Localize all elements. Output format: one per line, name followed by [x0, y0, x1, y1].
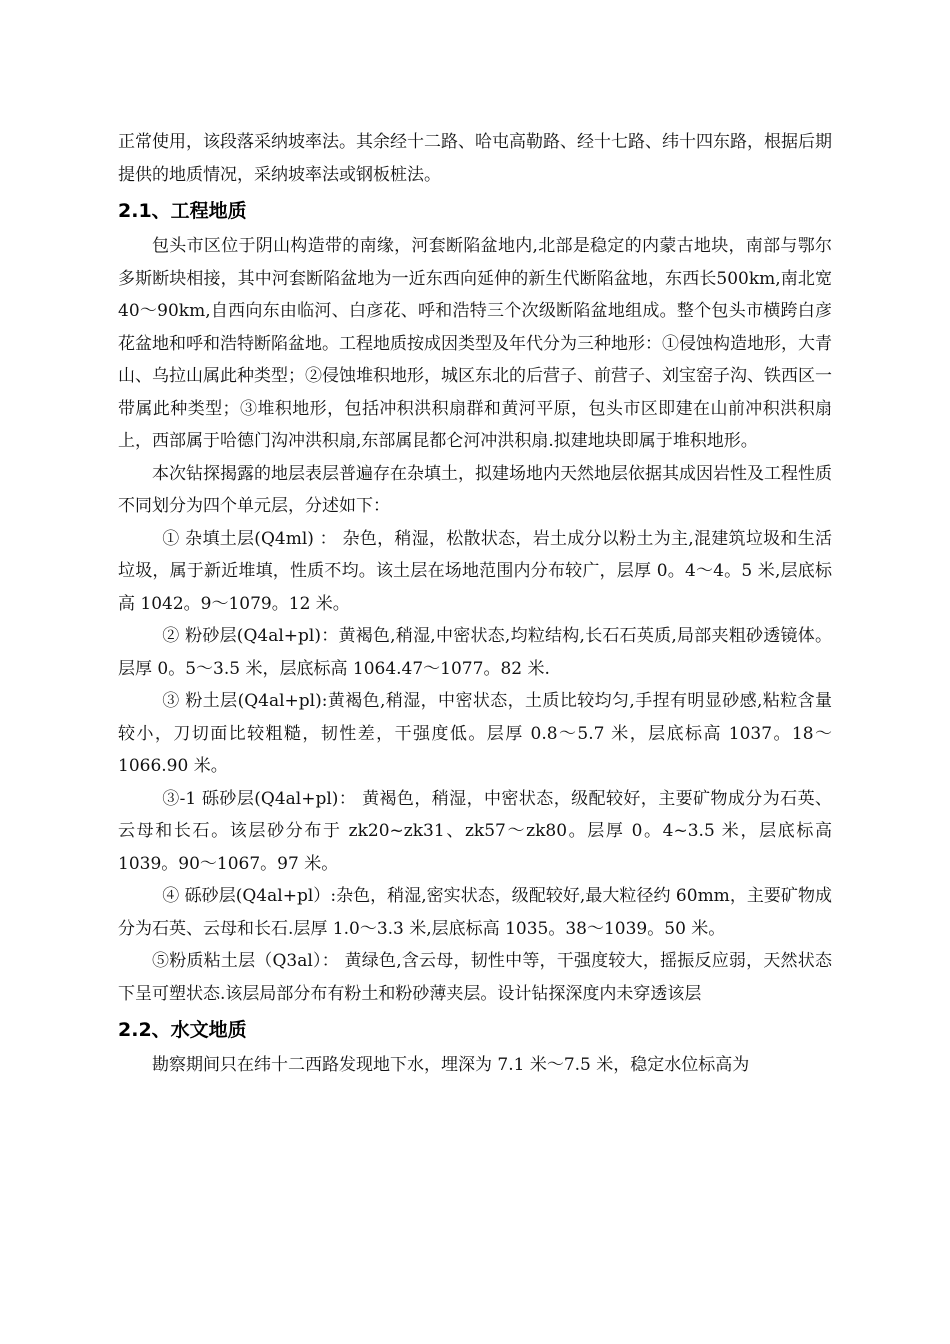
section-heading-hydrogeology: 2.2、水文地质 — [118, 1019, 247, 1041]
layer-item-silty-sand: ② 粉砂层(Q4al+pl)：黄褐色,稍湿,中密状态,均粒结构,长石石英质,局部夹粗砂透镜体。层厚 0。5～3.5 米，层底标高 1064.47～1077。82 米. — [118, 626, 832, 679]
hydrogeology-paragraph: 勘察期间只在纬十二西路发现地下水，埋深为 7.1 米～7.5 米，稳定水位标高为 — [152, 1055, 750, 1075]
strata-intro-paragraph: 本次钻探揭露的地层表层普遍存在杂填土，拟建场地内天然地层依据其成因岩性及工程性质不同划分为四个单元层，分述如下： — [118, 463, 832, 516]
section-heading-engineering-geology: 2.1、工程地质 — [118, 200, 247, 222]
layer-item-silty-clay: ⑤粉质粘土层（Q3al）： 黄绿色,含云母，韧性中等，干强度较大，摇振反应弱，天然状态下呈可塑状态.该层局部分布有粉土和粉砂薄夹层。设计钻探深度内未穿透该层 — [118, 951, 832, 1004]
layer-item-silt: ③ 粉土层(Q4al+pl):黄褐色,稍湿，中密状态，土质比较均匀,手捏有明显砂感,粘粒含量较小，刀切面比较粗糙，韧性差，干强度低。层厚 0.8～5.7 米，层底标高 1037。18～1066.90 米。 — [118, 691, 832, 776]
intro-paragraph: 正常使用，该段落采纳坡率法。其余经十二路、哈屯高勒路、经十七路、纬十四东路，根据后期提供的地质情况，采纳坡率法或钢板桩法。 — [118, 132, 832, 185]
geology-paragraph: 包头市区位于阴山构造带的南缘，河套断陷盆地内,北部是稳定的内蒙古地块，南部与鄂尔多斯断块相接，其中河套断陷盆地为一近东西向延伸的新生代断陷盆地，东西长500km,南北宽40～90km,自西向东由临河、白彦花、呼和浩特三个次级断陷盆地组成。整个包头市横跨白彦花盆地和呼和浩特断陷盆地。工程地质按成因类型及年代分为三种地形：①侵蚀构造地形，大青山、乌拉山属此种类型；②侵蚀堆积地形，城区东北的后营子、前营子、刘宝窑子沟、铁西区一带属此种类型；③堆积地形，包括冲积洪积扇群和黄河平原，包头市区即建在山前冲积洪积扇上，西部属于哈德门沟冲洪积扇,东部属昆都仑河冲洪积扇.拟建地块即属于堆积地形。 — [118, 236, 832, 451]
layer-item-gravel-sand: ④ 砾砂层(Q4al+pl）:杂色，稍湿,密实状态，级配较好,最大粒径约 60mm，主要矿物成分为石英、云母和长石.层厚 1.0～3.3 米,层底标高 1035。38～1039。50 米。 — [118, 886, 832, 939]
layer-item-fill-soil: ① 杂填土层(Q4ml) ： 杂色，稍湿，松散状态，岩土成分以粉土为主,混建筑垃圾和生活垃圾，属于新近堆填，性质不均。该土层在场地范围内分布较广，层厚 0。4～4。5 米,层底标高 1042。9～1079。12 米。 — [118, 528, 832, 614]
layer-item-gravel-sand-sub: ③-1 砾砂层(Q4al+pl)： 黄褐色，稍湿，中密状态，级配较好，主要矿物成分为石英、云母和长石。该层砂分布于 zk20~zk31、zk57～zk80。层厚 0。4~3.5 米，层底标高 1039。90～1067。97 米。 — [118, 788, 832, 874]
document-body — [118, 126, 832, 1082]
